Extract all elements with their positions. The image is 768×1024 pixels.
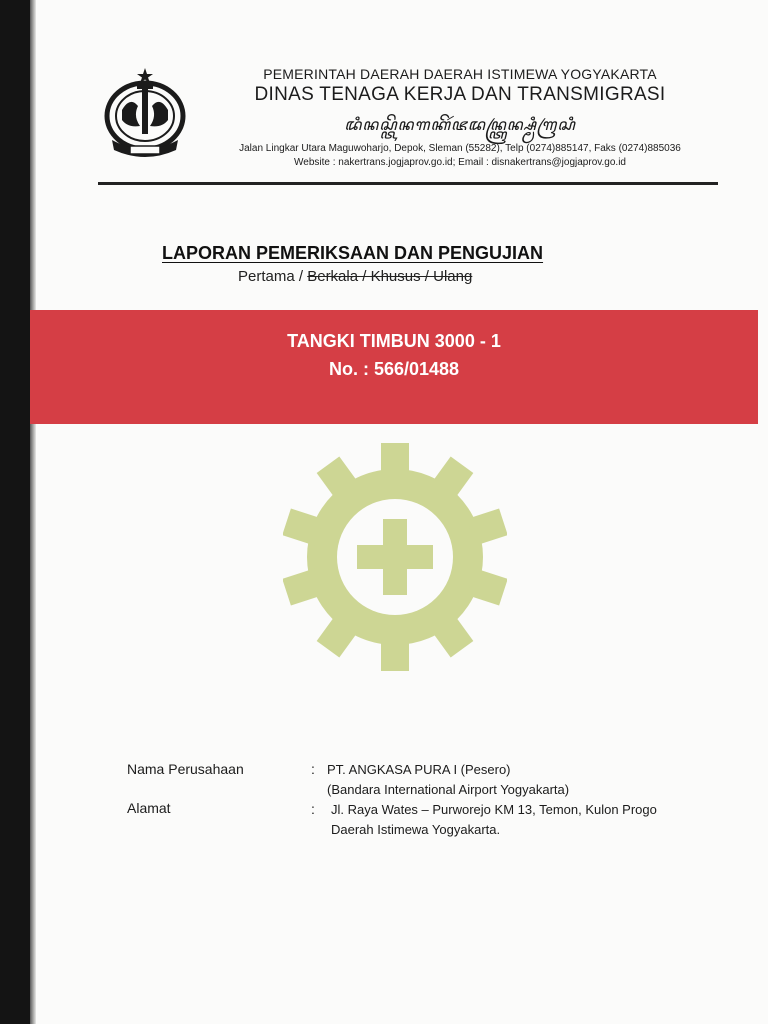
report-type-selected: Pertama xyxy=(238,268,295,285)
diy-coat-of-arms-icon xyxy=(100,66,190,166)
company-address-label: Alamat xyxy=(127,800,171,816)
inspected-object: TANGKI TIMBUN 3000 - 1 xyxy=(287,331,501,351)
letterhead-divider xyxy=(98,182,718,185)
report-number: No. : 566/01488 xyxy=(328,359,460,379)
company-name-label: Nama Perusahaan xyxy=(127,761,244,777)
report-title: LAPORAN PEMERIKSAAN DAN PENGUJIAN xyxy=(162,243,544,263)
agency-name: DINAS TENAGA KERJA DAN TRANSMIGRASI xyxy=(254,84,666,105)
report-type xyxy=(238,268,472,285)
binder-spine xyxy=(0,0,30,1024)
report-type-struck: Berkala / Khusus / Ulang xyxy=(307,268,473,285)
company-name-sub: (Bandara International Airport Yogyakarta) xyxy=(327,782,570,797)
company-name-colon: : xyxy=(311,761,315,777)
company-name-value: PT. ANGKASA PURA I (Pesero) xyxy=(327,762,511,777)
agency-name-javanese: ꦢꦶꦤꦱ꧀ꦠꦼꦤꦒꦏꦼꦂꦗꦢꦤ꧀ꦠꦿꦤ꧀ꦱ꧀ꦩꦶꦒꦿꦱꦶ xyxy=(344,115,576,134)
company-address-value: Jl. Raya Wates – Purworejo KM 13, Temon, Kulon Progo xyxy=(331,802,657,817)
agency-contact: Website : nakertrans.jogjaprov.go.id; Email : disnakertrans@jogjaprov.go.id xyxy=(294,157,626,168)
report-type-separator: / xyxy=(294,268,308,285)
government-name: PEMERINTAH DAERAH DAERAH ISTIMEWA YOGYAKARTA xyxy=(263,66,657,82)
agency-address: Jalan Lingkar Utara Maguwoharjo, Depok, Sleman (55282), Telp (0274)885147, Faks (0274)885036 xyxy=(239,143,681,154)
k3-safety-gear-cross-icon xyxy=(283,440,507,674)
company-address-sub: Daerah Istimewa Yogyakarta. xyxy=(331,822,501,837)
company-address-colon: : xyxy=(311,801,315,817)
object-banner xyxy=(30,310,758,424)
